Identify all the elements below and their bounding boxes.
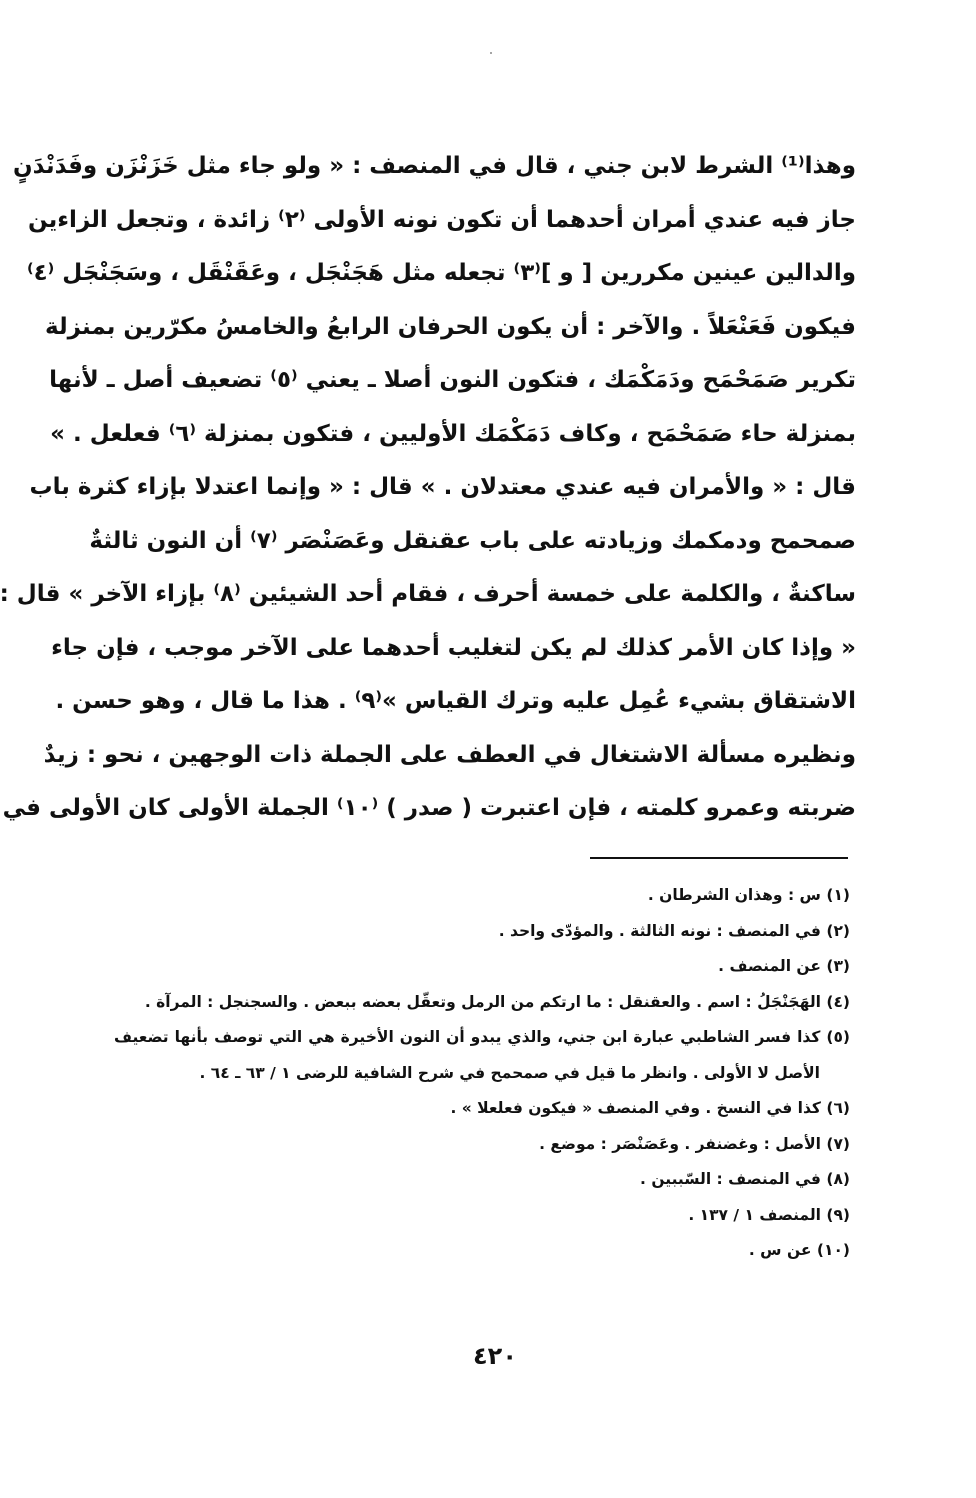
text-line: وهذا⁽¹⁾ الشرط لابن جني ، قال في المنصف : « ولو جاء مثل خَزَنْزَن وفَدَنْدَنٍ [13,153,856,179]
main-text [0,140,856,836]
footnote: (٧) الأصل : وغضنفر . وعَصَنْصَر : موضع . [539,1134,850,1153]
footnote: (٥) كذا فسر الشاطبي عبارة ابن جني، والذي يبدو أن النون الأخيرة هي التي توصف بأنها تضعيف [114,1028,850,1046]
text-line: ضربته وعمرو كلمته ، فإن اعتبرت ( صدر ) ⁽١٠⁾ الجملة الأولى كان الأولى في [2,795,856,821]
text-line: صمحمح ودمكمك وزيادته على باب عقنقل وعَصَنْصَر ⁽٧⁾ أن النون ثالثةٌ [89,527,856,554]
text-line: تكرير صَمَحْمَح ودَمَكْمَك ، فتكون النون أصلا ـ يعني ⁽٥⁾ تضعيف أصل ـ لأنها [49,367,856,393]
text-line: بمنزلة حاء صَمَحْمَح ، وكاف دَمَكْمَك الأوليين ، فتكون بمنزلة ⁽٦⁾ فعلعل . » [50,420,856,447]
footnote: (٤) الهَجَنْجَلُ : اسم . والعقنقل : ما ارتكم من الرمل وتعقّل بعضه ببعض . والسجنجل : المرآة . [144,992,850,1011]
footnote-continuation: الأصل لا الأولى . وانظر ما قيل في صمحمح في شرح الشافية للرضى ١ / ٦٣ ـ ٦٤ . [199,1063,820,1082]
footnote: (٢) في المنصف : نونه الثالثة . والمؤدّى واحد . [498,921,850,940]
footnote-separator [590,857,848,859]
text-line: الاشتقاق بشيء عُمِل عليه وترك القياس »⁽٩⁾ . هذا ما قال ، وهو حسن . [55,688,856,714]
text-line: قال : « والأمران فيه عندي معتدلان . » قال : « وإنما اعتدلا بإزاء كثرة باب [29,474,856,500]
footnote: (٩) المنصف ١ / ١٣٧ . [688,1205,850,1224]
text-line: ساكنةٌ ، والكلمة على خمسة أحرف ، فقام أحد الشيئين ⁽٨⁾ بإزاء الآخر » قال : [0,581,856,607]
footnote: (١) س : وهذان الشرطان . [647,886,850,904]
footnote: (١٠) عن س . [748,1241,850,1259]
text-line: والدالين عينين مكررين [ و ]⁽٣⁾ تجعله مثل هَجَنْجَل ، وعَقَنْقَل ، وسَجَنْجَل ⁽٤⁾ [26,260,856,286]
page-number: ٤٢٠ [473,1342,517,1370]
footnotes [114,878,850,1269]
text-line: فيكون فَعَنْعَلاً . والآخر : أن يكون الحرفان الرابعُ والخامسُ مكرّرين بمنزلة [45,313,856,340]
footnote: (٨) في المنصف : السّببين . [640,1170,850,1188]
scan-speck [490,52,492,54]
text-line: ونظيره مسألة الاشتغال في العطف على الجملة ذات الوجهين ، نحو : زيدٌ [43,741,856,768]
footnote: (٦) كذا في النسخ . وفي المنصف « فيكون فعلعلا » . [450,1099,850,1117]
text-line: « وإذا كان الأمر كذلك لم يكن لتغليب أحدهما على الآخر موجب ، فإن جاء [51,634,856,661]
footnote: (٣) عن المنصف . [718,957,850,975]
text-line: جاز فيه عندي أمران أحدهما أن تكون نونه الأولى ⁽٢⁾ زائدة ، وتجعل الزاءين [27,206,856,233]
